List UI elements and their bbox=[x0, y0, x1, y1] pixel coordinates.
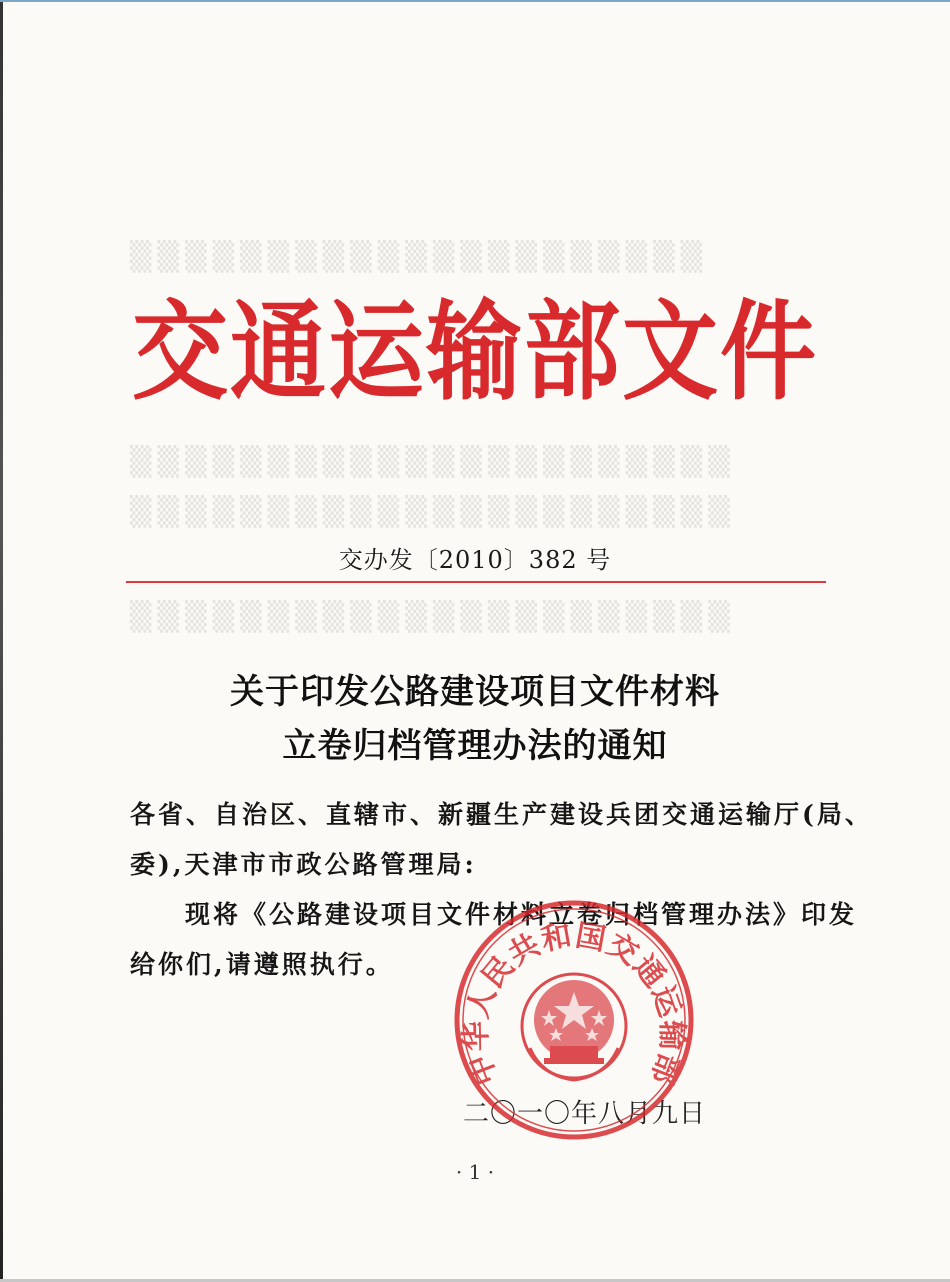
national-emblem-icon bbox=[522, 974, 626, 1080]
bleed-through: ▒▒▒▒▒▒▒▒▒▒▒▒▒▒▒▒▒▒▒▒▒▒ bbox=[130, 495, 736, 528]
official-seal bbox=[452, 898, 696, 1142]
scan-edge-top bbox=[0, 0, 950, 2]
notice-title-line-1: 关于印发公路建设项目文件材料 bbox=[230, 672, 720, 712]
document-number: 交办发〔2010〕382 号 bbox=[338, 546, 612, 574]
scan-edge-left bbox=[0, 0, 3, 1282]
bleed-through: ▒▒▒▒▒▒▒▒▒▒▒▒▒▒▒▒▒▒▒▒▒▒ bbox=[130, 600, 736, 633]
addressee-line-1: 各省、自治区、直辖市、新疆生产建设兵团交通运输厅(局、 bbox=[130, 800, 873, 829]
issue-date: 二〇一〇年八月九日 bbox=[463, 1099, 707, 1129]
bleed-through: ▒▒▒▒▒▒▒▒▒▒▒▒▒▒▒▒▒▒▒▒▒ bbox=[130, 240, 709, 273]
header-red-rule bbox=[126, 581, 826, 583]
document-header-title: 交通运输部文件 bbox=[132, 289, 818, 415]
body-paragraph-line-2: 给你们,请遵照执行。 bbox=[130, 950, 394, 979]
bleed-through: ▒▒▒▒▒▒▒▒▒▒▒▒▒▒▒▒▒▒▒▒▒▒ bbox=[130, 445, 736, 478]
seal-text: 中华人民共和国交通运输部 bbox=[458, 918, 690, 1090]
addressee-line-2: 委),天津市市政公路管理局: bbox=[130, 850, 477, 879]
page-number: · 1 · bbox=[455, 1160, 495, 1184]
body-paragraph-line-1: 现将《公路建设项目文件材料立卷归档管理办法》印发 bbox=[185, 900, 858, 929]
notice-title-line-2: 立卷归档管理办法的通知 bbox=[282, 726, 668, 766]
